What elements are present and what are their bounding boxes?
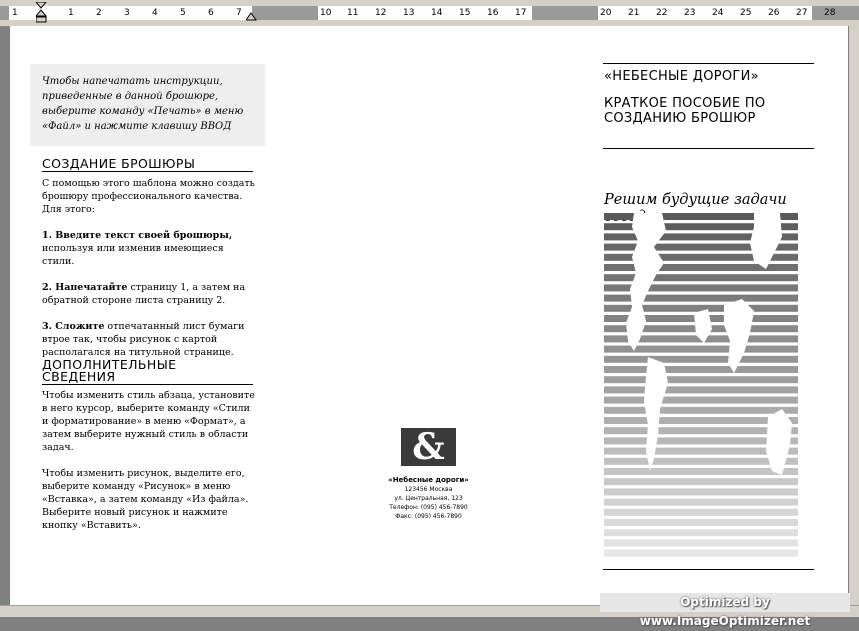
ruler-margin-right <box>812 6 859 20</box>
instruction-note[interactable] <box>30 64 265 146</box>
step-2-bold: 2. Напечатайте <box>42 282 128 293</box>
ruler-number: 22 <box>656 8 668 18</box>
right-indent-marker[interactable] <box>246 10 258 22</box>
cover-top-rule <box>603 63 814 64</box>
ruler-gap-1 <box>252 6 318 20</box>
address-line-1: 123456 Москва <box>404 486 453 493</box>
map-stripe <box>604 356 798 363</box>
company-name: «Небесные дороги» <box>388 476 469 484</box>
map-stripe <box>604 376 798 383</box>
ruler-number: 12 <box>375 8 387 18</box>
ruler-number: 14 <box>431 8 443 18</box>
company-address-block[interactable] <box>370 476 487 521</box>
continent-australia <box>766 409 792 475</box>
ruler-number: 10 <box>320 8 332 18</box>
step-2 <box>42 281 257 307</box>
instruction-text: Чтобы напечатать инструкции, приведенные в данной брошюре, выберите команду «Печать» в меню «Файл» и нажмите клавишу ВВОД <box>42 76 244 132</box>
indent-marker[interactable] <box>36 2 48 24</box>
section-more-info-body[interactable] <box>42 389 257 545</box>
ruler-number: 11 <box>347 8 359 18</box>
map-stripe <box>604 519 798 526</box>
map-stripes <box>604 213 798 557</box>
map-stripe <box>604 499 798 506</box>
intro-text: С помощью этого шаблона можно создать брошюру профессионального качества. Для этого: <box>42 178 255 215</box>
ruler-number: 21 <box>628 8 640 18</box>
ruler-number: 5 <box>180 8 186 18</box>
map-stripe <box>604 529 798 536</box>
ruler-number: 3 <box>124 8 130 18</box>
map-stripe <box>604 468 798 475</box>
ruler-number: 17 <box>515 8 527 18</box>
section-heading-create: СОЗДАНИЕ БРОШЮРЫ <box>42 158 253 172</box>
cover-mid-rule <box>603 148 814 149</box>
para-picture: Чтобы изменить рисунок, выделите его, выберите команду «Рисунок» в меню «Вставка», а затем команду «Из файла». Выберите новый рисунок и нажмите кнопку «Вставить». <box>42 468 249 531</box>
map-stripe <box>604 407 798 414</box>
map-stripe <box>604 509 798 516</box>
ruler-number: 26 <box>768 8 780 18</box>
cover-title-line-2[interactable]: СОЗДАНИЮ БРОШЮР <box>604 111 756 126</box>
map-continents <box>626 213 792 475</box>
phone-line: Телефон: (095) 456-7890 <box>389 504 468 511</box>
ruler-number: 23 <box>684 8 696 18</box>
ruler-number: 16 <box>487 8 499 18</box>
fax-line: Факс: (095) 456-7890 <box>395 513 462 520</box>
company-logo[interactable]: & <box>401 428 456 466</box>
ruler-number: 27 <box>796 8 808 18</box>
ruler-number: 4 <box>152 8 158 18</box>
cover-company-name[interactable]: «НЕБЕСНЫЕ ДОРОГИ» <box>604 69 759 84</box>
section-create-body[interactable] <box>42 177 257 372</box>
watermark-text: Optimized by www.ImageOptimizer.net <box>600 593 850 612</box>
step-1-bold: 1. Введите текст своей брошюры, <box>42 230 233 241</box>
cover-tagline[interactable]: Решим будущие задачи <box>604 192 787 208</box>
map-stripe <box>604 488 798 495</box>
map-stripe <box>604 274 798 281</box>
map-stripe <box>604 264 798 271</box>
ruler-number: 2 <box>96 8 102 18</box>
map-stripe <box>604 550 798 557</box>
vertical-scrollbar[interactable] <box>849 26 859 607</box>
ruler-number: 13 <box>403 8 415 18</box>
address-line-2: ул. Центральная, 123 <box>394 495 463 502</box>
step-3 <box>42 320 257 359</box>
map-stripe <box>604 397 798 404</box>
step-3-bold: 3. Сложите <box>42 321 105 332</box>
world-map-graphic[interactable] <box>604 213 798 559</box>
ruler-margin-left <box>0 6 9 20</box>
ruler-number: 1 <box>12 8 18 18</box>
map-stripe <box>604 386 798 393</box>
ruler-number: 25 <box>740 8 752 18</box>
map-stripe <box>604 478 798 485</box>
para-style: Чтобы изменить стиль абзаца, установите в него курсор, выберите команду «Стили и форматирование» в меню «Формат», а затем выберите нужный стиль в области задач. <box>42 390 255 453</box>
ruler-number: 7 <box>236 8 242 18</box>
ruler-number: 1 <box>68 8 74 18</box>
map-stripe <box>604 366 798 373</box>
map-stripe <box>604 539 798 546</box>
ruler-number: 6 <box>208 8 214 18</box>
step-3-text: отпечатанный лист бумаги втрое так, чтобы рисунок с картой располагался на титульной странице. <box>42 321 245 358</box>
step-1 <box>42 229 257 268</box>
ruler-number: 24 <box>712 8 724 18</box>
horizontal-ruler[interactable] <box>0 0 859 27</box>
ruler-gap-2 <box>532 6 598 20</box>
section-heading-more-info: ДОПОЛНИТЕЛЬНЫЕ СВЕДЕНИЯ <box>42 359 253 385</box>
step-2-text: страницу 1, а затем на обратной стороне листа страницу 2. <box>42 282 246 306</box>
ruler-number: 28 <box>824 8 836 18</box>
cover-bottom-rule <box>603 569 814 570</box>
ruler-number: 20 <box>600 8 612 18</box>
step-1-text: используя или изменив имеющиеся стили. <box>42 243 224 267</box>
cover-title-line-1[interactable]: КРАТКОЕ ПОСОБИЕ ПО <box>604 96 766 111</box>
ruler-number: 15 <box>459 8 471 18</box>
